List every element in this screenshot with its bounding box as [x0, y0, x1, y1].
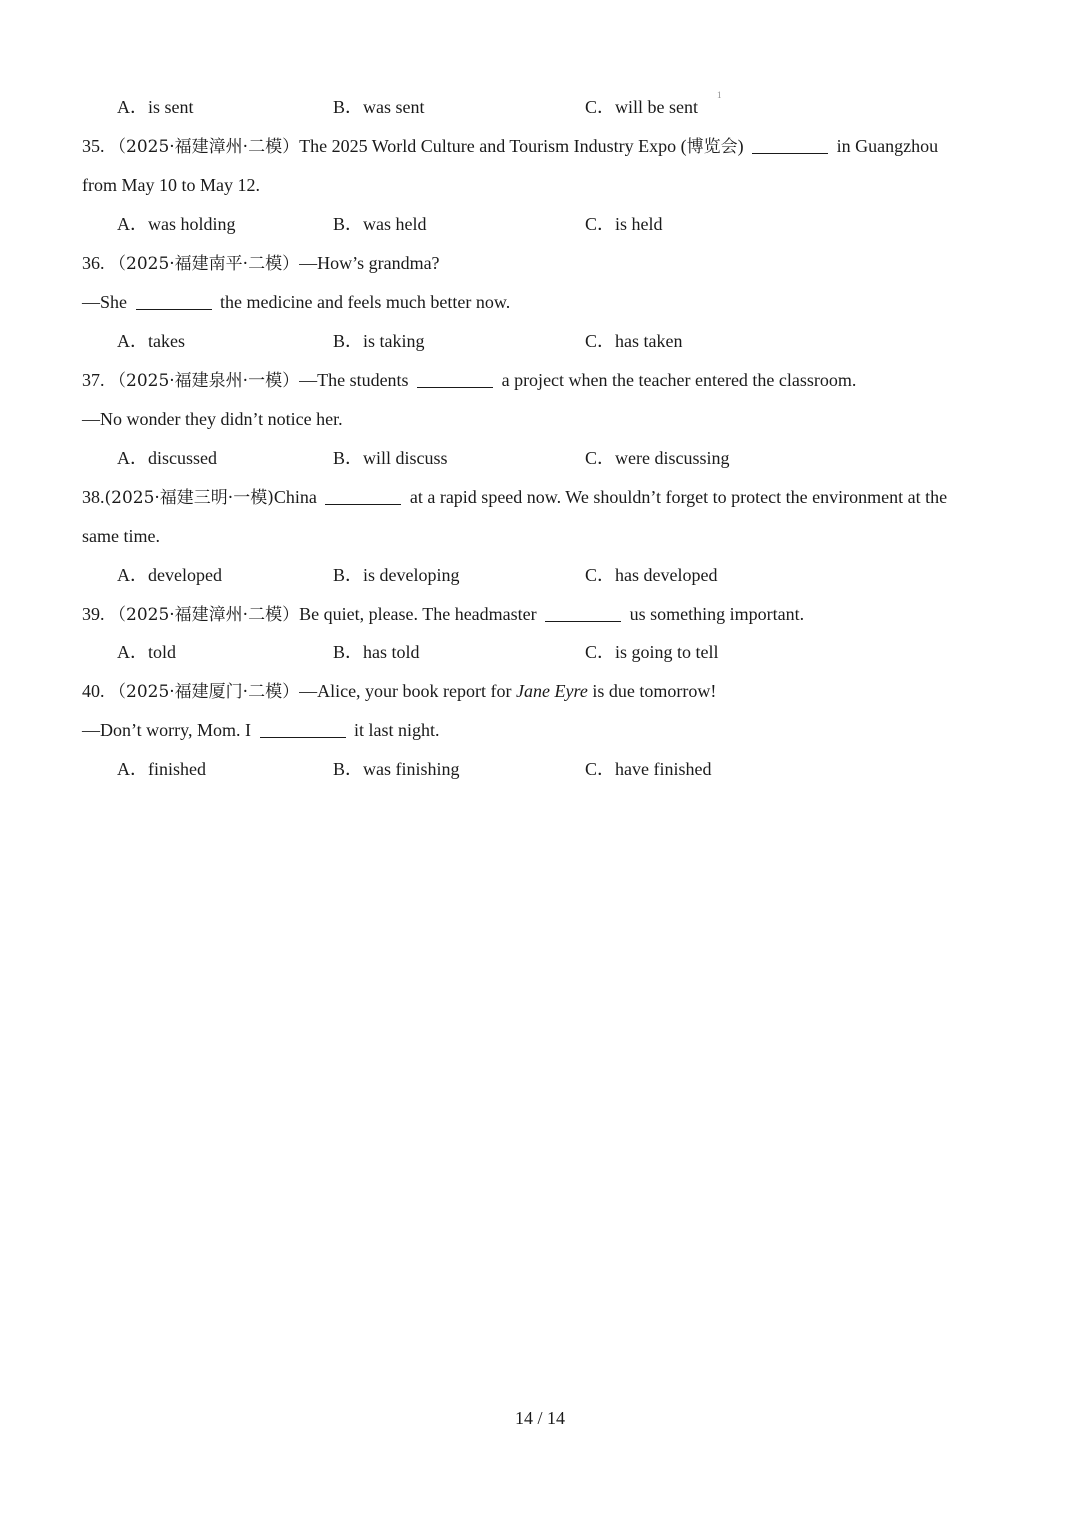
q40-option-c[interactable]: C．have finished [585, 759, 712, 779]
q35-cn-term: 博览会 [686, 137, 738, 157]
q38-stem [82, 485, 947, 510]
q36-stem-line2 [82, 290, 510, 314]
q35-text-after: in Guangzhou [836, 136, 939, 156]
q36-option-c[interactable]: C．has taken [585, 331, 683, 351]
q37-text-before: —The students [299, 370, 409, 390]
q36-number: 36. [82, 253, 105, 273]
q39-answer-blank[interactable] [545, 603, 621, 622]
q37-text-after: a project when the teacher entered the classroom. [501, 370, 857, 390]
q34-option-b[interactable]: B．was sent [333, 97, 425, 117]
q35-stem-line2: from May 10 to May 12. [82, 175, 260, 195]
q35-stem [82, 134, 938, 159]
q36-text: —How’s grandma? [299, 253, 440, 273]
q35-source: （2025·福建漳州·二模） [109, 137, 300, 157]
q36-line2-after: the medicine and feels much better now. [220, 292, 511, 312]
q38-source: (2025·福建三明·一模) [104, 488, 274, 508]
q35-option-b[interactable]: B．was held [333, 214, 427, 234]
q38-option-c[interactable]: C．has developed [585, 565, 718, 585]
q40-number: 40. [82, 681, 105, 701]
q35-number: 35. [82, 136, 105, 156]
q37-options [0, 446, 1080, 470]
q38-text-after: at a rapid speed now. We shouldn’t forget to protect the environment at the [409, 487, 948, 507]
q34-options [0, 95, 1080, 119]
q39-text-after: us something important. [629, 604, 805, 624]
q38-number: 38. [82, 487, 105, 507]
q34-option-c[interactable]: C．will be sent [585, 97, 698, 117]
q36-source: （2025·福建南平·二模） [109, 254, 300, 274]
q38-options [0, 563, 1080, 587]
q40-line2-after: it last night. [354, 720, 440, 740]
q35-option-c[interactable]: C．is held [585, 214, 663, 234]
q36-option-a[interactable]: A．takes [117, 331, 185, 351]
q38-option-b[interactable]: B．is developing [333, 565, 460, 585]
q40-stem-line2 [82, 718, 440, 742]
q34-option-a[interactable]: A．is sent [117, 97, 194, 117]
q36-options [0, 329, 1080, 353]
q39-stem [82, 602, 804, 627]
q39-option-c[interactable]: C．is going to tell [585, 642, 719, 662]
corner-mark: 1 [717, 90, 722, 100]
q37-option-c[interactable]: C．were discussing [585, 448, 730, 468]
q38-option-a[interactable]: A．developed [117, 565, 222, 585]
q39-options [0, 640, 1080, 664]
q40-options [0, 757, 1080, 781]
q40-option-b[interactable]: B．was finishing [333, 759, 460, 779]
q40-line2-before: —Don’t worry, Mom. I [82, 720, 251, 740]
q37-option-a[interactable]: A．discussed [117, 448, 217, 468]
q40-option-a[interactable]: A．finished [117, 759, 206, 779]
q40-source: （2025·福建厦门·二模） [109, 682, 300, 702]
q40-answer-blank[interactable] [260, 719, 346, 738]
q39-option-b[interactable]: B．has told [333, 642, 420, 662]
q35-text-mid: ) [737, 136, 744, 156]
q37-number: 37. [82, 370, 105, 390]
q35-option-a[interactable]: A．was holding [117, 214, 236, 234]
q36-answer-blank[interactable] [136, 291, 212, 310]
q39-number: 39. [82, 604, 105, 624]
q38-stem-line2: same time. [82, 526, 160, 546]
q40-book-title: Jane Eyre [516, 681, 588, 701]
q35-answer-blank[interactable] [752, 135, 828, 154]
q38-answer-blank[interactable] [325, 486, 401, 505]
q40-text-before: —Alice, your book report for [299, 681, 512, 701]
q38-text-before: China [273, 487, 317, 507]
q35-options [0, 212, 1080, 236]
q37-stem [82, 368, 856, 393]
page-number: 14 / 14 [514, 1408, 565, 1428]
q39-text-before: Be quiet, please. The headmaster [299, 604, 537, 624]
q36-line2-before: —She [82, 292, 127, 312]
q39-option-a[interactable]: A．told [117, 642, 177, 662]
q36-stem [82, 251, 440, 276]
q40-text-after: is due tomorrow! [592, 681, 717, 701]
q35-text-before: The 2025 World Culture and Tourism Industry Expo ( [299, 136, 687, 156]
q36-option-b[interactable]: B．is taking [333, 331, 425, 351]
q39-source: （2025·福建漳州·二模） [109, 605, 300, 625]
q40-stem [82, 679, 716, 704]
q37-answer-blank[interactable] [417, 369, 493, 388]
q37-stem-line2: —No wonder they didn’t notice her. [82, 409, 343, 429]
q37-option-b[interactable]: B．will discuss [333, 448, 448, 468]
q37-source: （2025·福建泉州·一模） [109, 371, 300, 391]
